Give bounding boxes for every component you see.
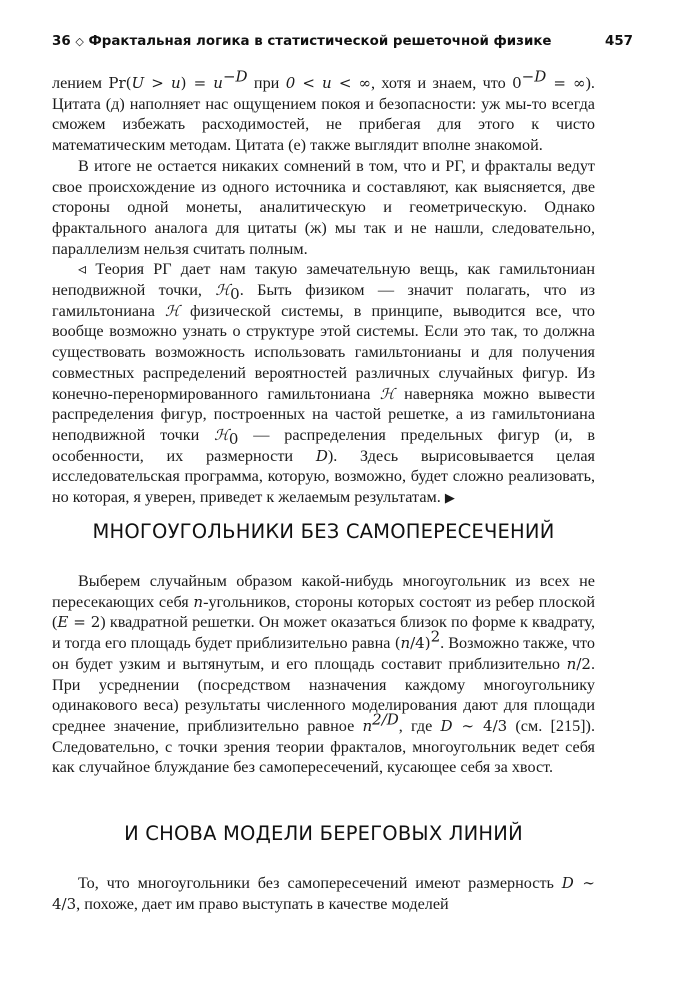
left-triangle-icon: ◃	[78, 260, 87, 279]
section-heading-coastlines: И СНОВА МОДЕЛИ БЕРЕГОВЫХ ЛИНИЙ	[124, 822, 523, 845]
chapter-title: Фрактальная логика в статистической решеточной физике	[88, 34, 552, 49]
paragraph-continued: лением $Pr(U > u) = u^{-D}$ при 0 < u < ∞, хотя и знаем, что $0^{-D}$ = ∞). Цитата (д) наполняет нас ощущением покоя и безопасности: уж мы-то всегда сможем избежать расходимостей, не прибегая для этого к чисто математическим методам. Цитата (е) также выглядит вполне знакомой.	[52, 67, 595, 155]
paragraph-polygons: Выберем случайным образом какой-нибудь многоугольник из всех не пересекающих себя n-угольников, стороны которых состоят из ребер плоской (E = 2) квадратной решетки. Он может оказаться близок по форме к квадрату, и тогда его площадь будет приблизительно равна $(n/4)^2$. Возможно также, что он будет узким и вытянутым, и его площадь составит приблизительно n/2. При усреднении (посредством назначения каждому многоугольнику одинакового веса) результаты численного моделирования дают для площади среднее значение, приблизительно равное $n^{2/D}$, где D ∼ 4/3 (см. [215]). Следовательно, с точки зрения теории фракталов, многоугольник ведет себя как случайное блуждание без самопересечений, кусающее себя за хвост.	[52, 572, 595, 777]
folio: 457	[605, 34, 633, 49]
body-block-3	[52, 873, 595, 914]
paragraph-coastlines: То, что многоугольники без самопересечений имеют размерность D ∼ 4/3, похоже, дает им право выступать в качестве моделей	[52, 874, 595, 913]
paragraph-hamiltonian: ◃ Теория РГ дает нам такую замечательную вещь, как гамильтониан неподвижной точки, ℋ$_0$. Быть физиком — значит полагать, что из гамильтониана ℋ физической системы, в принципе, выводится все, что вообще возможно узнать о структуре этой системы. Если это так, то должна существовать возможность использовать гамильтонианы и для получения совместных распределений вероятностей различных случайных фигур. Из конечно-перенормированного гамильтониана ℋ наверняка можно вывести распределения фигур, построенных на частой решетке, а из гамильтониана неподвижной точки ℋ$_0$ — распределения предельных фигур (и, в особенности, их размерности D). Здесь вырисовывается целая исследовательская программа, которую, возможно, будет сложно реализовать, но которая, я уверен, приведет к желаемым результатам. ▶	[52, 260, 595, 507]
right-triangle-icon: ▶	[444, 490, 455, 506]
paragraph-rg-fractals: В итоге не остается никаких сомнений в том, что и РГ, и фракталы ведут свое происхождение из одного источника и составляют, как выясняется, две стороны одной монеты, аналитическую и геометрическую. Однако фрактального аналога для цитаты (ж) мы так и не нашли, следовательно, параллелизм нельзя считать полным.	[52, 156, 595, 258]
page-number: 36	[52, 34, 71, 49]
body-block-2	[52, 571, 595, 778]
diamond-separator-icon: ◇	[75, 35, 84, 48]
body-block-1	[52, 67, 595, 509]
running-head	[52, 34, 633, 54]
running-head-left	[52, 34, 552, 49]
section-heading-polygons: МНОГОУГОЛЬНИКИ БЕЗ САМОПЕРЕСЕЧЕНИЙ	[92, 520, 555, 543]
